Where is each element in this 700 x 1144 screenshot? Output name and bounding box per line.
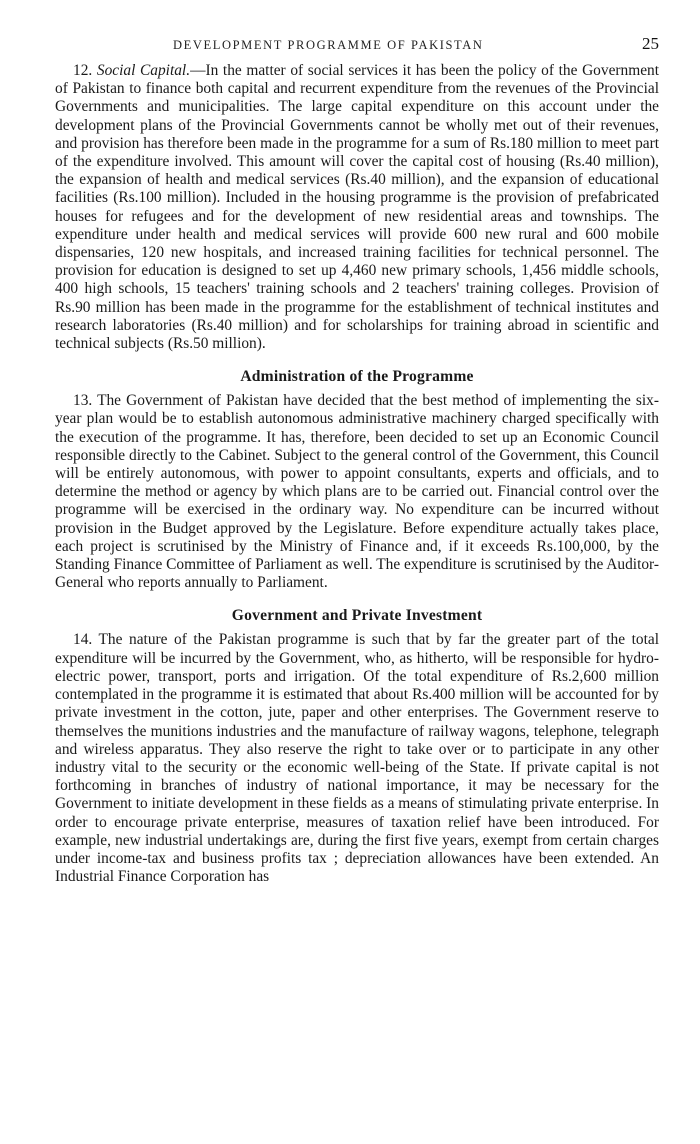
paragraph-text: The Government of Pakistan have decided that the best method of implementing the six-year plan would be to establish autonomous administrative machinery charged specifically with the execution of the programme. It has, therefore, been decided to set up an Economic Council responsible directly to the Cabinet. Subject to the general control of the Government, this Council will be entirely autonomous, with power to appoint consultants, experts and officials, and to determine the method or agency by which plans are to be carried out. Financial control over the programme will be exercised in the ordinary way. No expenditure can be incurred without provision in the Budget approved by the Legislature. Before expenditure actually takes place, each project is scrutinised by the Ministry of Finance and, if it exceeds Rs.100,000, by the Standing Finance Committee of Parliament as well. The expenditure is scrutinised by the Auditor-General who reports annually to Parliament. <box>55 392 659 592</box>
paragraph-lead-in: Social Capital. <box>96 62 191 79</box>
paragraph-number: 13. <box>73 392 93 410</box>
page-number: 25 <box>642 34 659 53</box>
paragraph-text: The nature of the Pakistan programme is such that by far the greater part of the total expenditure will be incurred by the Government, who, as hitherto, will be responsible for hydro-electric power, transport, ports and irrigation. Of the total expenditure of Rs.2,600 million contemplated in the programme it is estimated that about Rs.400 million will be accounted for by private investment in the cotton, jute, paper and other enterprises. The Government reserve to themselves the munitions industries and the manufacture of railway wagons, telephone, telegraph and wireless apparatus. They also reserve the right to take over or to participate in any other industry vital to the security or the economic well-being of the State. If private capital is not forthcoming in branches of industry of national importance, it may be necessary for the Government to initiate development in these fields as a means of stimulating private enterprise. In order to encourage private enterprise, measures of taxation relief have been introduced. For example, new industrial undertakings are, during the first five years, exempt from certain charges under income-tax and business profits tax ; depreciation allowances have been extended. An Industrial Finance Corporation has <box>55 631 659 886</box>
paragraph-number: 12. <box>73 62 93 79</box>
paragraph-text: —In the matter of social services it has been the policy of the Government of Pakistan to finance both capital and recurrent expenditure from the revenues of the Provincial Governments and municipalities. The large capital expenditure on this account under the development plans of the Provincial Governments cannot be wholly met out of their revenues, and provision has therefore been made in the programme for a sum of Rs.180 million to meet part of the expenditure involved. This amount will cover the capital cost of housing (Rs.40 million), the expansion of health and medical services (Rs.40 million), and the expansion of educational facilities (Rs.100 million). Included in the housing programme is the provision of prefabricated houses for refugees and for the development of new residential areas and townships. The expenditure under health and medical services will provide 600 new rural and 600 mobile dispensaries, 120 new hospitals, and increased training facilities for technical personnel. The provision for education is designed to set up 4,460 new primary schools, 1,456 middle schools, 400 high schools, 15 teachers' training schools and 2 teachers' training colleges. Provision of Rs.90 million has been made in the programme for the establishment of technical institutes and research laboratories (Rs.40 million) and for scholarships for training abroad in scientific and technical subjects (Rs.50 million). <box>55 62 659 353</box>
paragraph-13 <box>55 392 659 592</box>
running-head <box>55 34 659 56</box>
document-page <box>55 34 659 886</box>
paragraph-14 <box>55 631 659 886</box>
section-heading-investment: Government and Private Investment <box>231 607 483 625</box>
paragraph-12 <box>55 62 659 353</box>
paragraph-number: 14. <box>73 631 93 649</box>
running-title: DEVELOPMENT PROGRAMME OF PAKISTAN <box>173 38 484 52</box>
section-heading-administration: Administration of the Programme <box>240 368 474 386</box>
